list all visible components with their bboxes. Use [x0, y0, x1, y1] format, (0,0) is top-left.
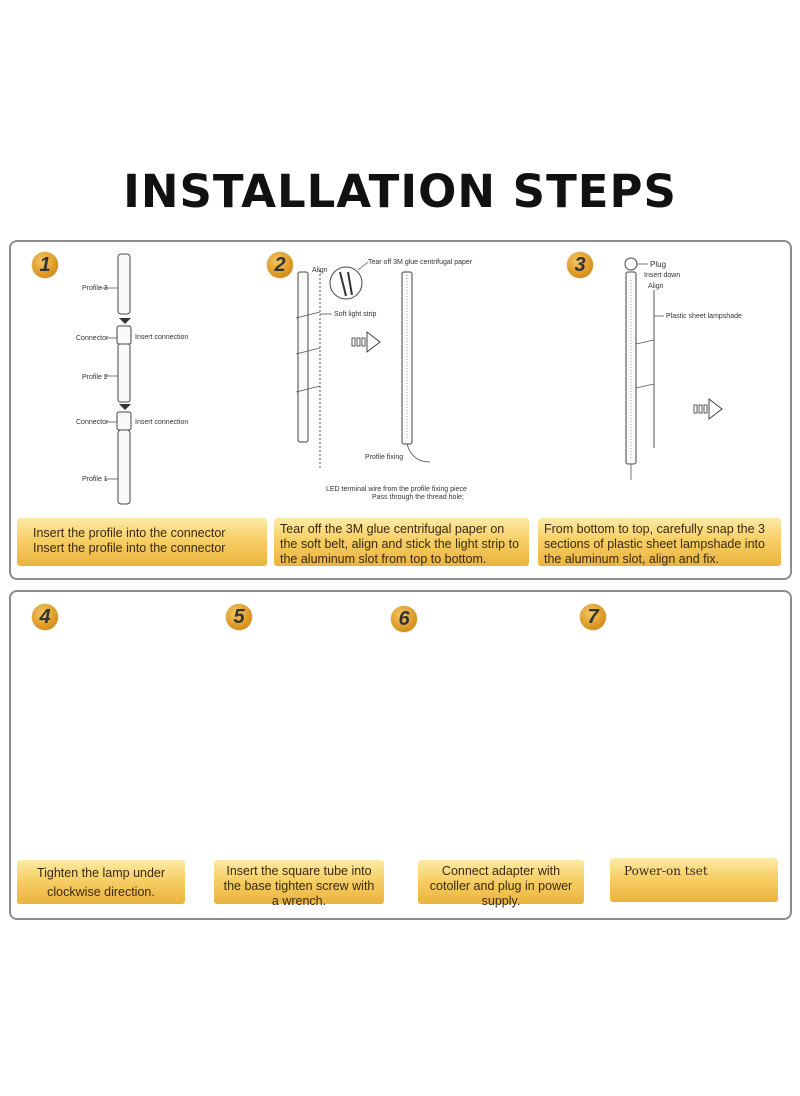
- diagram-label: Plastic sheet lampshade: [666, 313, 742, 320]
- diagram-label: Connector: [76, 335, 109, 342]
- diagram-label: Soft light strip: [334, 311, 377, 318]
- diagram-label: Insert connection: [135, 419, 189, 426]
- step-5-badge: 5: [226, 604, 252, 630]
- page-title: INSTALLATION STEPS: [123, 165, 677, 218]
- step-3-diagram: [625, 258, 742, 480]
- profile-3-shape: [118, 254, 130, 314]
- diagram-label: Align: [312, 267, 328, 274]
- diagram-label: Insert down: [644, 272, 681, 279]
- step-3-badge: 3: [567, 252, 593, 278]
- arrow-down-icon: [119, 318, 131, 324]
- arrow-down-icon: [119, 404, 131, 410]
- step-6-badge: 6: [391, 606, 417, 632]
- diagram-label: Align: [648, 283, 664, 290]
- step-7-badge: 7: [580, 604, 606, 630]
- step-1-caption: Insert the profile into the connector Insert the profile into the connector: [17, 518, 267, 566]
- diagram-label: Connector: [76, 419, 109, 426]
- diagram-label: Profile 1: [82, 476, 108, 483]
- diagram-label: Tear off 3M glue centrifugal paper: [368, 259, 473, 266]
- step-2-caption: Tear off the 3M glue centrifugal paper on the soft belt, align and stick the light strip to the aluminum slot from top to bottom.: [274, 518, 529, 566]
- step-2-badge: 2: [267, 252, 293, 278]
- step-6-caption: Connect adapter with cotoller and plug in power supply.: [418, 860, 584, 904]
- diagram-label: Pass through the thread hole;: [372, 494, 464, 501]
- step-1-diagram: [76, 254, 188, 504]
- arrow-right-icon: [352, 332, 380, 352]
- diagram-label: Profile fixing: [365, 454, 404, 461]
- step-4-caption: Tighten the lamp under clockwise direction.: [17, 860, 185, 904]
- step-1-badge: 1: [32, 252, 58, 278]
- step-3-caption: From bottom to top, carefully snap the 3 sections of plastic sheet lampshade into the aluminum slot, align and fix.: [538, 518, 781, 566]
- step-7-caption: Power-on tset: [610, 858, 778, 902]
- diagram-label: LED terminal wire from the profile fixing piece: [326, 486, 467, 493]
- step-4-badge: 4: [32, 604, 58, 630]
- connector-shape: [117, 326, 131, 344]
- arrow-right-icon: [694, 399, 722, 419]
- label-profile-3: Profile 3: [82, 285, 108, 292]
- step-5-caption: Insert the square tube into the base tighten screw with a wrench.: [214, 860, 384, 904]
- profile-1-shape: [118, 430, 130, 504]
- diagram-label: Insert connection: [135, 334, 189, 341]
- diagram-label: Profile 2: [82, 374, 108, 381]
- profile-2-shape: [118, 344, 130, 402]
- diagram-label: Plug: [650, 260, 667, 269]
- step-2-diagram: [296, 259, 473, 501]
- connector-shape: [117, 412, 131, 430]
